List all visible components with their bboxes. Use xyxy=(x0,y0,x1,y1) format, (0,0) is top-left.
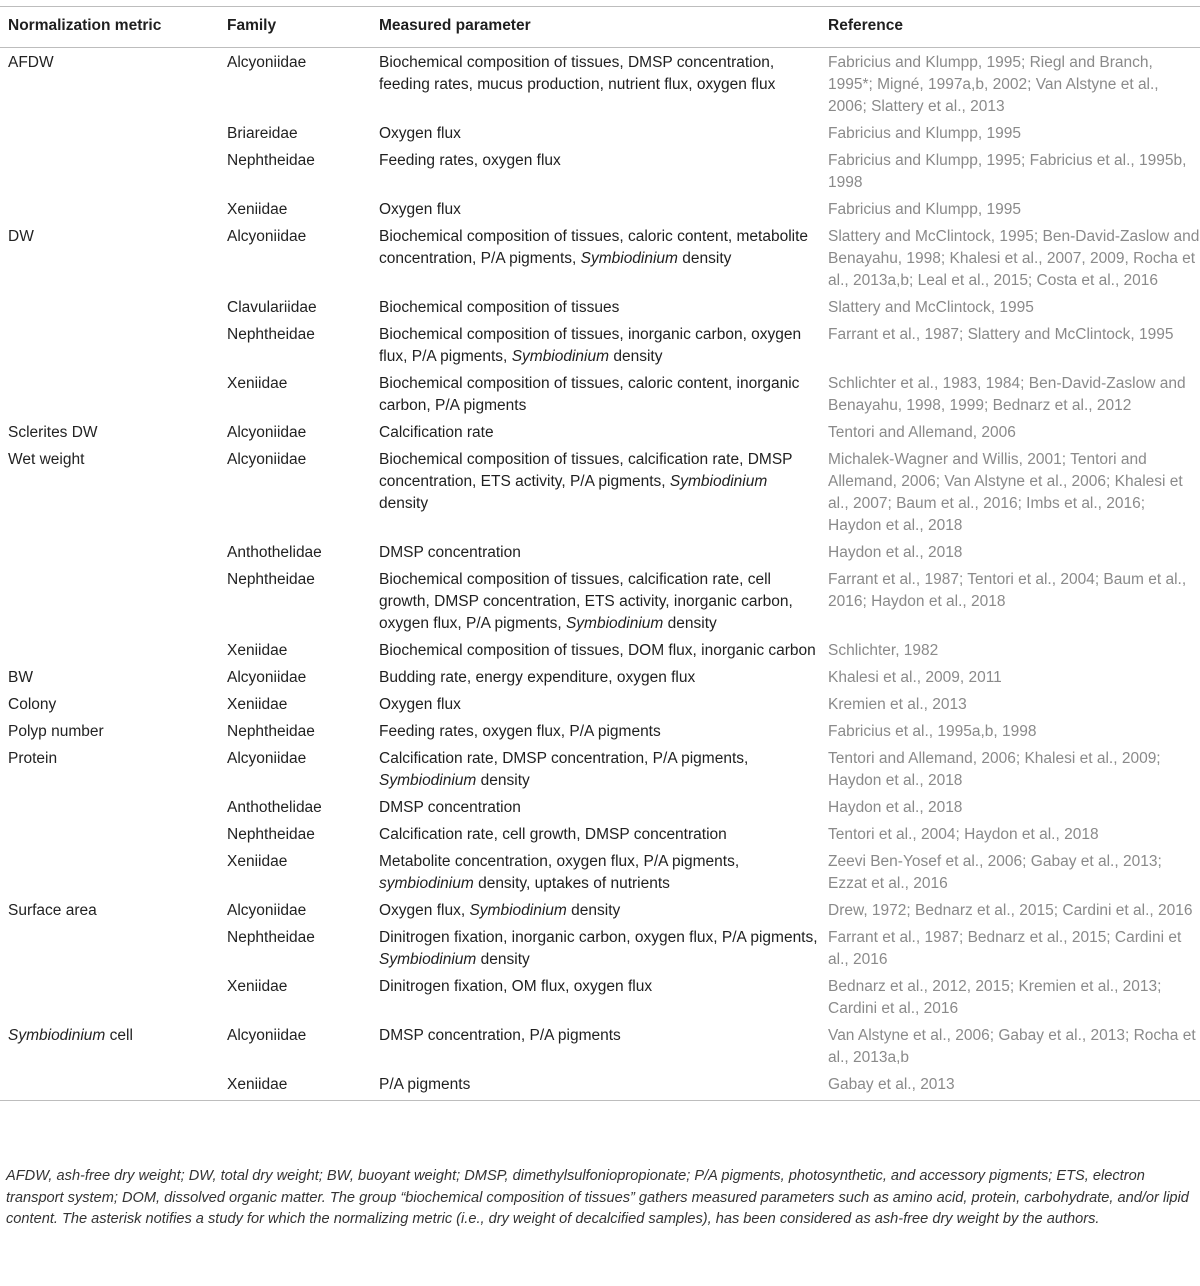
reference-cell: Khalesi et al., 2009, 2011 xyxy=(828,669,1002,686)
table-row xyxy=(0,822,1200,849)
metric-cell xyxy=(0,148,219,197)
parameter-cell: DMSP concentration xyxy=(379,544,521,561)
parameter-cell: DMSP concentration, P/A pigments xyxy=(379,1027,621,1044)
reference-cell: Schlichter et al., 1983, 1984; Ben-David-Zaslow and Benayahu, 1998, 1999; Bednarz et al., 2012 xyxy=(828,375,1186,414)
table-row xyxy=(0,974,1200,1023)
table-row xyxy=(0,849,1200,898)
parameter-cell: Biochemical composition of tissues, caloric content, metabolite concentration, P/A pigments, Symbiodinium density xyxy=(379,228,809,267)
reference-cell: Fabricius and Klumpp, 1995; Riegl and Branch, 1995*; Migné, 1997a,b, 2002; Van Alstyne et al., 2006; Slattery et al., 2013 xyxy=(828,54,1159,115)
table-row xyxy=(0,371,1200,420)
metric-cell: Colony xyxy=(8,696,57,713)
parameter-cell: Budding rate, energy expenditure, oxygen flux xyxy=(379,669,696,686)
reference-cell: Drew, 1972; Bednarz et al., 2015; Cardini et al., 2016 xyxy=(828,902,1193,919)
reference-cell: Zeevi Ben-Yosef et al., 2006; Gabay et al., 2013; Ezzat et al., 2016 xyxy=(828,853,1162,892)
reference-cell: Schlichter, 1982 xyxy=(828,642,939,659)
reference-cell: Fabricius and Klumpp, 1995 xyxy=(828,201,1022,218)
reference-cell: Gabay et al., 2013 xyxy=(820,1072,1200,1101)
family-cell: Xeniidae xyxy=(227,642,288,659)
family-cell: Alcyoniidae xyxy=(227,54,307,71)
table-row xyxy=(0,1023,1200,1072)
family-cell: Alcyoniidae xyxy=(227,902,307,919)
parameter-cell: Feeding rates, oxygen flux, P/A pigments xyxy=(379,723,661,740)
header-normalization-metric: Normalization metric xyxy=(0,7,219,48)
parameter-cell: Biochemical composition of tissues, DMSP concentration, feeding rates, mucus production, nutrient flux, oxygen flux xyxy=(379,54,776,93)
metric-cell: DW xyxy=(8,228,34,245)
family-cell: Alcyoniidae xyxy=(227,451,307,468)
table-row xyxy=(0,795,1200,822)
table-row xyxy=(0,692,1200,719)
parameter-cell: Metabolite concentration, oxygen flux, P/A pigments, symbiodinium density, uptakes of nutrients xyxy=(379,853,740,892)
reference-cell: Fabricius and Klumpp, 1995 xyxy=(828,125,1022,142)
parameter-cell: Calcification rate, DMSP concentration, P/A pigments, Symbiodinium density xyxy=(379,750,749,789)
reference-cell: Farrant et al., 1987; Bednarz et al., 2015; Cardini et al., 2016 xyxy=(828,929,1182,968)
metric-cell xyxy=(0,795,219,822)
family-cell: Nephtheidae xyxy=(227,571,315,588)
normalization-table xyxy=(0,6,1200,1101)
family-cell: Xeniidae xyxy=(227,696,288,713)
family-cell: Xeniidae xyxy=(219,1072,371,1101)
reference-cell: Fabricius and Klumpp, 1995; Fabricius et al., 1995b, 1998 xyxy=(828,152,1187,191)
family-cell: Nephtheidae xyxy=(227,723,315,740)
normalization-table-container xyxy=(0,6,1200,1101)
family-cell: Nephtheidae xyxy=(227,152,315,169)
table-row xyxy=(0,322,1200,371)
family-cell: Nephtheidae xyxy=(227,826,315,843)
parameter-cell: P/A pigments xyxy=(371,1072,820,1101)
parameter-cell: Biochemical composition of tissues, inorganic carbon, oxygen flux, P/A pigments, Symbiodinium density xyxy=(379,326,802,365)
parameter-cell: Biochemical composition of tissues xyxy=(379,299,620,316)
table-row xyxy=(0,1072,1200,1101)
reference-cell: Slattery and McClintock, 1995 xyxy=(828,299,1034,316)
parameter-cell: Biochemical composition of tissues, caloric content, inorganic carbon, P/A pigments xyxy=(379,375,800,414)
metric-cell: Wet weight xyxy=(8,451,85,468)
reference-cell: Tentori and Allemand, 2006 xyxy=(828,424,1016,441)
metric-cell xyxy=(0,540,219,567)
table-row xyxy=(0,638,1200,665)
table-row xyxy=(0,197,1200,224)
family-cell: Anthothelidae xyxy=(227,799,322,816)
metric-cell xyxy=(0,849,219,898)
parameter-cell: Biochemical composition of tissues, calcification rate, cell growth, DMSP concentration, ETS activity, inorganic carbon, oxygen flux, P/A pigments, Symbiodinium density xyxy=(379,571,793,632)
parameter-cell: Oxygen flux xyxy=(379,201,461,218)
table-row xyxy=(0,420,1200,447)
parameter-cell: Oxygen flux, Symbiodinium density xyxy=(379,902,621,919)
parameter-cell: Oxygen flux xyxy=(379,125,461,142)
table-row xyxy=(0,746,1200,795)
table-row xyxy=(0,540,1200,567)
metric-cell: Surface area xyxy=(8,902,97,919)
metric-cell: BW xyxy=(8,669,33,686)
reference-cell: Farrant et al., 1987; Slattery and McClintock, 1995 xyxy=(828,326,1174,343)
metric-cell xyxy=(0,925,219,974)
parameter-cell: Calcification rate xyxy=(379,424,494,441)
family-cell: Xeniidae xyxy=(227,853,288,870)
table-row xyxy=(0,121,1200,148)
reference-cell: Fabricius et al., 1995a,b, 1998 xyxy=(828,723,1037,740)
table-row xyxy=(0,898,1200,925)
metric-cell xyxy=(0,371,219,420)
header-measured-parameter: Measured parameter xyxy=(371,7,820,48)
table-row xyxy=(0,925,1200,974)
table-row xyxy=(0,48,1200,122)
parameter-cell: Feeding rates, oxygen flux xyxy=(379,152,561,169)
parameter-cell: Oxygen flux xyxy=(379,696,461,713)
table-row xyxy=(0,148,1200,197)
reference-cell: Van Alstyne et al., 2006; Gabay et al., 2013; Rocha et al., 2013a,b xyxy=(828,1027,1196,1066)
metric-cell xyxy=(0,197,219,224)
metric-cell: Protein xyxy=(8,750,58,767)
metric-cell xyxy=(0,295,219,322)
reference-cell: Haydon et al., 2018 xyxy=(828,799,963,816)
table-header xyxy=(0,7,1200,48)
reference-cell: Michalek-Wagner and Willis, 2001; Tentori and Allemand, 2006; Van Alstyne et al., 2006; Khalesi et al., 2007; Baum et al., 2016; Imbs et al., 2016; Haydon et al., 2018 xyxy=(828,451,1183,534)
metric-cell xyxy=(0,1072,219,1101)
family-cell: Nephtheidae xyxy=(227,929,315,946)
table-row xyxy=(0,224,1200,295)
reference-cell: Bednarz et al., 2012, 2015; Kremien et al., 2013; Cardini et al., 2016 xyxy=(828,978,1162,1017)
family-cell: Alcyoniidae xyxy=(227,228,307,245)
family-cell: Briareidae xyxy=(227,125,298,142)
family-cell: Xeniidae xyxy=(227,978,288,995)
header-reference: Reference xyxy=(820,7,1200,48)
family-cell: Alcyoniidae xyxy=(227,1027,307,1044)
family-cell: Clavulariidae xyxy=(227,299,317,316)
reference-cell: Tentori and Allemand, 2006; Khalesi et al., 2009; Haydon et al., 2018 xyxy=(828,750,1161,789)
parameter-cell: DMSP concentration xyxy=(379,799,521,816)
metric-cell xyxy=(0,567,219,638)
table-row xyxy=(0,719,1200,746)
table-row xyxy=(0,567,1200,638)
table-row xyxy=(0,447,1200,540)
metric-cell xyxy=(0,121,219,148)
reference-cell: Slattery and McClintock, 1995; Ben-David-Zaslow and Benayahu, 1998; Khalesi et al., 2007, 2009, Rocha et al., 2013a,b; Leal et al., 2015; Costa et al., 2016 xyxy=(828,228,1200,289)
metric-cell xyxy=(0,638,219,665)
reference-cell: Kremien et al., 2013 xyxy=(828,696,967,713)
metric-cell xyxy=(0,322,219,371)
family-cell: Alcyoniidae xyxy=(227,424,307,441)
reference-cell: Farrant et al., 1987; Tentori et al., 2004; Baum et al., 2016; Haydon et al., 2018 xyxy=(828,571,1187,610)
header-row xyxy=(0,7,1200,48)
header-family: Family xyxy=(219,7,371,48)
family-cell: Anthothelidae xyxy=(227,544,322,561)
family-cell: Alcyoniidae xyxy=(227,750,307,767)
parameter-cell: Calcification rate, cell growth, DMSP concentration xyxy=(379,826,727,843)
family-cell: Alcyoniidae xyxy=(227,669,307,686)
metric-cell: Sclerites DW xyxy=(8,424,98,441)
parameter-cell: Dinitrogen fixation, OM flux, oxygen flux xyxy=(379,978,653,995)
metric-cell xyxy=(0,974,219,1023)
metric-cell: Polyp number xyxy=(8,723,104,740)
parameter-cell: Biochemical composition of tissues, DOM flux, inorganic carbon xyxy=(379,642,816,659)
reference-cell: Tentori et al., 2004; Haydon et al., 2018 xyxy=(828,826,1099,843)
table-row xyxy=(0,665,1200,692)
metric-cell: Symbiodinium cell xyxy=(8,1027,133,1044)
metric-cell: AFDW xyxy=(8,54,54,71)
parameter-cell: Dinitrogen fixation, inorganic carbon, oxygen flux, P/A pigments, Symbiodinium density xyxy=(379,929,818,968)
parameter-cell: Biochemical composition of tissues, calcification rate, DMSP concentration, ETS activity, P/A pigments, Symbiodinium density xyxy=(379,451,793,512)
metric-cell xyxy=(0,822,219,849)
family-cell: Nephtheidae xyxy=(227,326,315,343)
family-cell: Xeniidae xyxy=(227,375,288,392)
reference-cell: Haydon et al., 2018 xyxy=(828,544,963,561)
family-cell: Xeniidae xyxy=(227,201,288,218)
table-body xyxy=(0,48,1200,1101)
table-footnote: AFDW, ash-free dry weight; DW, total dry weight; BW, buoyant weight; DMSP, dimethylsulfoniopropionate; P/A pigments, photosynthetic, and accessory pigments; ETS, electron transport system; DOM, dissolved organic matter. The group “biochemical composition of tissues” gathers measured parameters such as amino acid, protein, carbohydrate, and/or lipid content. The asterisk notifies a study for which the normalizing metric (i.e., dry weight of decalcified samples), has been considered as ash-free dry weight by the authors. xyxy=(6,1168,1189,1227)
table-row xyxy=(0,295,1200,322)
